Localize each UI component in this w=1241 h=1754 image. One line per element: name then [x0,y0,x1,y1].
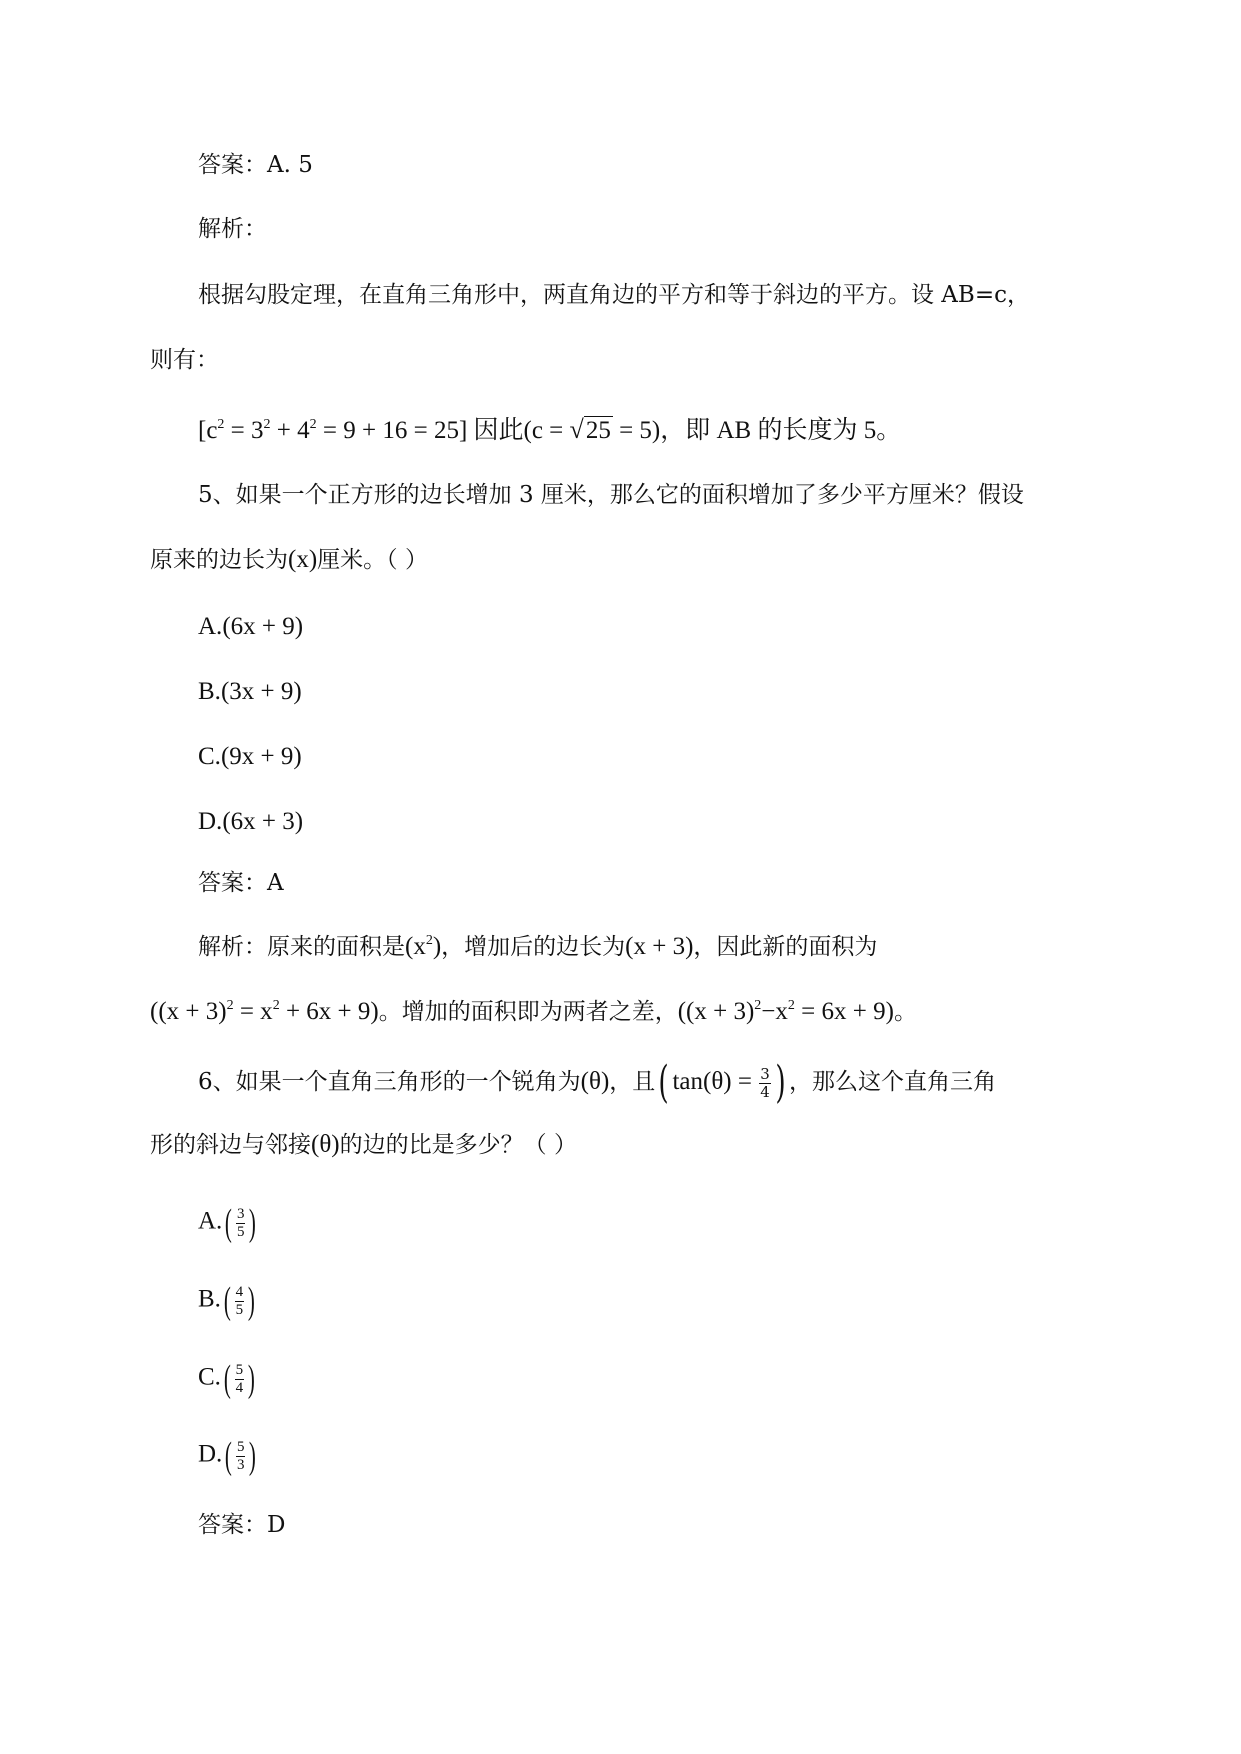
option-expr: (3x + 9) [220,678,302,705]
formula-exp: 2 [217,417,225,432]
option-label: C. [198,743,221,770]
q4-analysis-line2: 则有： [150,347,219,373]
q6-stem-line2-a: 形的斜边与邻接 [150,1132,311,1158]
q6-stem-c: ，那么这个直角三角 [788,1069,996,1095]
option-label: A. [198,613,223,640]
sqrt-symbol: √25 [569,415,611,444]
q5-analysis-d: ，因此新的面积为 [693,934,878,960]
q6-theta: (θ) [580,1068,610,1095]
q5-analysis-a: 解析：原来的面积是 [198,934,405,960]
formula-exp2: 2 [263,417,271,432]
q5-analysis-b: ，增加后的边长为 [441,934,626,960]
q5-stem-var: (x) [288,546,318,573]
q6-option-d: D.( $\frac{5}{3}$ ) [198,1435,257,1477]
q6-option-c: C.( $\frac{5}{4}$ ) [198,1358,255,1400]
option-label: D. [198,1440,223,1468]
frac-num: 3 [760,1064,770,1083]
q5-answer: 答案：A [198,870,284,896]
q6-tan-fraction [759,1066,771,1101]
option-expr: (6x + 3) [222,808,304,835]
q6-tan: tan(θ) = [672,1068,759,1095]
q6-option-b: B.( $\frac{4}{5}$ ) [198,1280,255,1322]
q5-expr2: $((x + 3)^2-x^2 = 6x + 9)$ [677,998,894,1025]
sqrt-value: 25 [585,417,611,444]
formula-exp3: 2 [309,417,317,432]
q5-stem-line2-a: 原来的边长为 [150,547,288,573]
q5-analysis-x2: $(x^2)$ [405,933,442,960]
q5-analysis-line1 [198,932,877,962]
option-fraction: $\frac{3}{5}$ [236,1205,245,1240]
frac-den: 4 [760,1082,770,1101]
formula-plus: + 4 [270,417,310,444]
option-label: B. [198,1285,221,1313]
q6-stem-a: 6、如果一个直角三角形的一个锐角为 [198,1069,581,1095]
q5-stem-line2 [150,545,428,575]
option-fraction: $\frac{5}{4}$ [235,1361,244,1396]
q5-option-c [198,742,302,772]
q5-line2-end: 。 [893,999,917,1025]
q6-stem-line1: 6、如果一个直角三角形的一个锐角为(θ)，且( tan(θ) = $\frac{3}{4}$ ) ，那么这个直角三角 [198,1057,996,1108]
q5-option-a [198,612,303,642]
q6-option-a: A.( $\frac{3}{5}$ ) [198,1202,257,1244]
formula-text2: = 5)，即 AB 的长度为 5。 [612,417,902,444]
option-fraction: $\frac{4}{5}$ [235,1283,244,1318]
option-label: C. [198,1363,221,1391]
option-label: A. [198,1207,223,1235]
q4-formula [198,415,901,446]
q5-stem-line1: 5、如果一个正方形的边长增加 3 厘米，那么它的面积增加了多少平方厘米？假设 [198,482,1024,508]
q6-stem-b: ，且 [609,1069,656,1095]
q6-stem-line2-b: 的边的比是多少？（ ） [339,1132,577,1158]
q4-answer: 答案：A. 5 [198,152,313,178]
option-label: D. [198,808,223,835]
formula-text1: 因此(c = [467,417,570,444]
option-fraction: $\frac{5}{3}$ [236,1438,245,1473]
formula-rest: = 9 + 16 = 25] [316,417,468,444]
q5-option-d [198,807,303,837]
q6-answer: 答案：D [198,1512,286,1538]
q5-line2-text: 。增加的面积即为两者之差， [378,999,678,1025]
option-label: B. [198,678,221,705]
option-expr: (9x + 9) [220,743,302,770]
formula-open: [c [198,417,218,444]
q6-stem-line2 [150,1130,577,1160]
q4-analysis-line1: 根据勾股定理，在直角三角形中，两直角边的平方和等于斜边的平方。设 AB=c， [198,282,1030,308]
q5-analysis-line2 [150,997,917,1027]
q5-analysis-c: (x + 3) [625,933,694,960]
q5-stem-line2-b: 厘米。（ ） [317,547,428,573]
q6-theta2: (θ) [311,1131,340,1158]
option-expr: (6x + 9) [222,613,304,640]
formula-eq1: = 3 [224,417,264,444]
q5-expr1: $((x + 3)^2 = x^2 + 6x + 9)$ [150,998,379,1025]
q5-option-b [198,677,302,707]
q4-analysis-label: 解析： [198,216,267,242]
